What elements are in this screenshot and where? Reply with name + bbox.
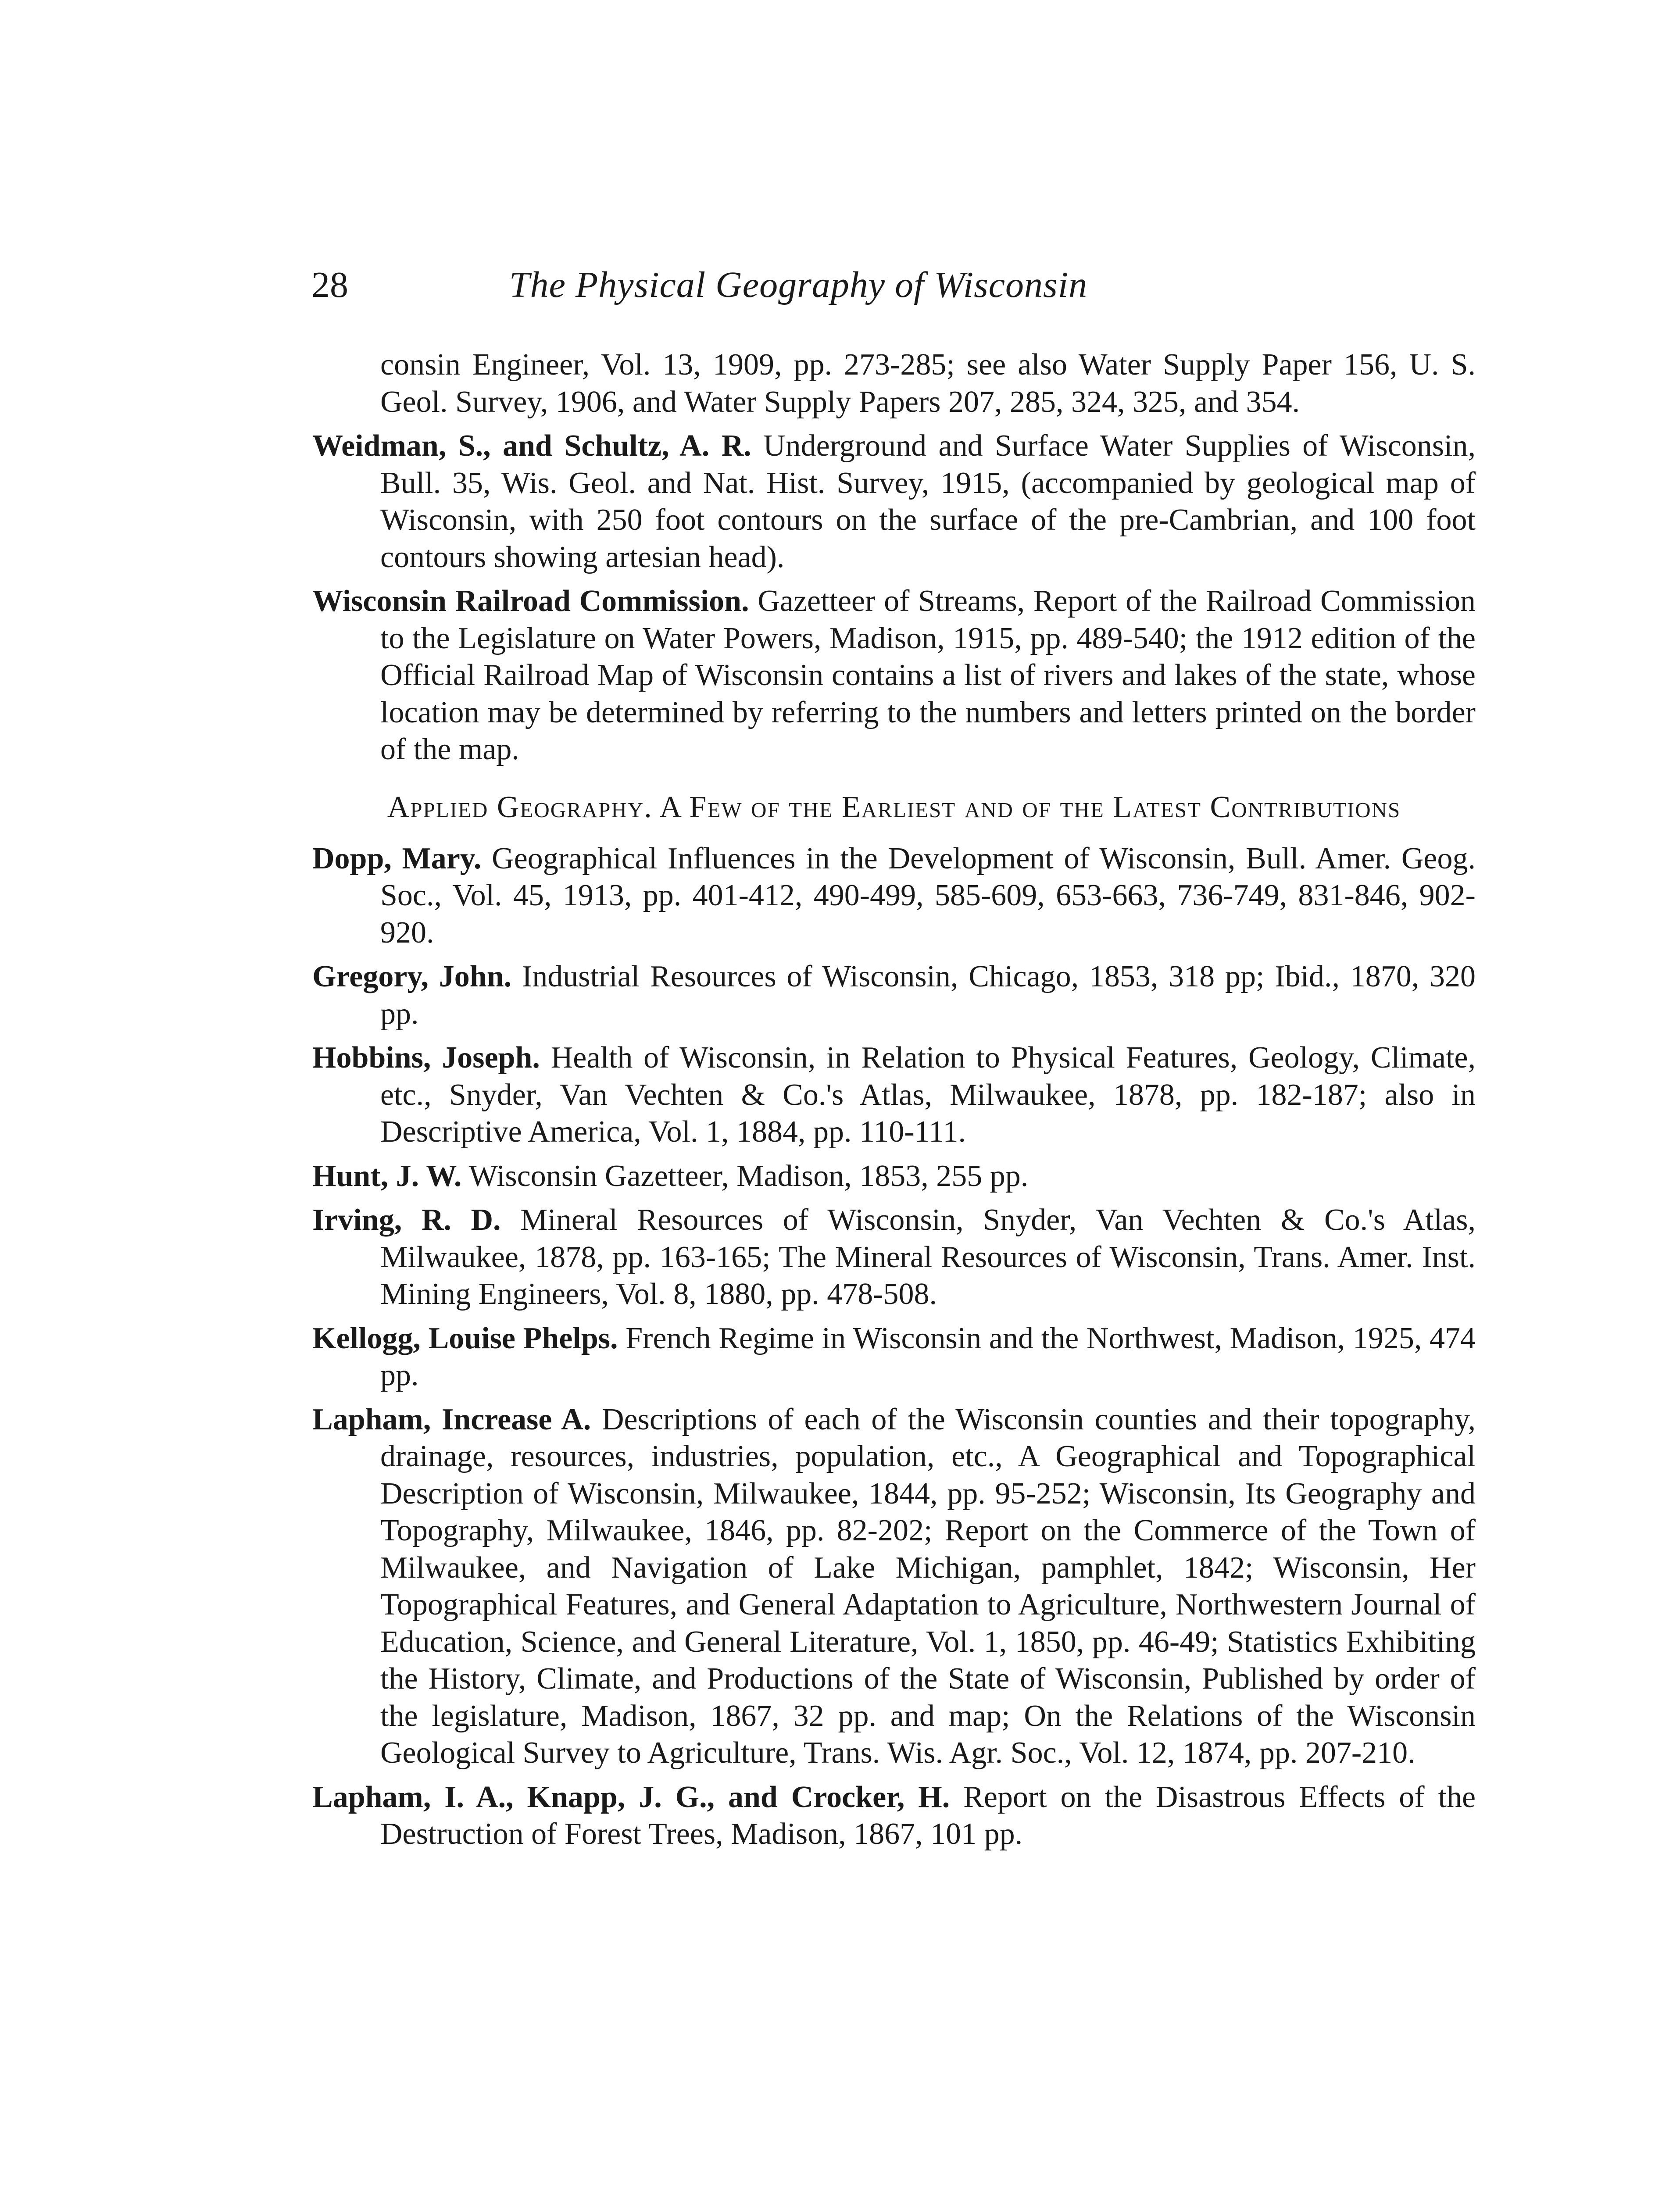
bibliography-entry-hunt [312,1158,1476,1195]
entry-author: Lapham, Increase A. [312,1402,591,1436]
entry-text: French Regime in Wisconsin and the Northwest, Madison, 1925, 474 pp. [380,1321,1476,1392]
running-title: The Physical Geography of Wisconsin [509,264,1088,305]
bibliography-entry-lapham-knapp-crocker [312,1779,1476,1853]
bibliography-entry-kellogg [312,1320,1476,1394]
running-head [311,259,1285,311]
continued-entry [312,346,1476,421]
entry-text: Wisconsin Gazetteer, Madison, 1853, 255 pp. [468,1159,1029,1193]
page-number: 28 [311,264,348,305]
entry-text: Industrial Resources of Wisconsin, Chicago, 1853, 318 pp; Ibid., 1870, 320 pp. [380,960,1476,1031]
entry-text: Descriptions of each of the Wisconsin counties and their topography, drainage, resources, industries, population, etc., A Geographical and Topographical Description of Wisconsin, Milwaukee, 1844, pp. 95-252; Wisconsin, Its Geography and Topography, Milwaukee, 1846, pp. 82-202; Report on the Commerce of the Town of Milwaukee, and Navigation of Lake Michigan, pamphlet, 1842; Wisconsin, Her Topographical Features, and General Adaptation to Agriculture, Northwestern Journal of Education, Science, and General Literature, Vol. 1, 1850, pp. 46-49; Statistics Exhibiting the History, Climate, and Productions of the State of Wisconsin, Published by order of the legislature, Madison, 1867, 32 pp. and map; On the Relations of the Wisconsin Geological Survey to Agriculture, Trans. Wis. Agr. Soc., Vol. 12, 1874, pp. 207-210. [380,1402,1476,1770]
entry-text: consin Engineer, Vol. 13, 1909, pp. 273-285; see also Water Supply Paper 156, U. S. Geol. Survey, 1906, and Water Supply Papers 207, 285, 324, 325, and 354. [380,348,1476,419]
entry-text: Underground and Surface Water Supplies of Wisconsin, Bull. 35, Wis. Geol. and Nat. Hist. Survey, 1915, (accompanied by geological map of Wisconsin, with 250 foot contours on the surface of the pre-Cambrian, and 100 foot contours showing artesian head). [380,429,1476,574]
bibliography-entry-weidman [312,428,1476,576]
section-heading: Applied Geography. A Few of the Earliest and of the Latest Contributions [387,790,1401,824]
entry-author: Gregory, John. [312,960,512,993]
entry-text: Mineral Resources of Wisconsin, Snyder, Van Vechten & Co.'s Atlas, Milwaukee, 1878, pp. 163-165; The Mineral Resources of Wisconsin, Trans. Amer. Inst. Mining Engineers, Vol. 8, 1880, pp. 478-508. [380,1203,1476,1311]
bibliography-entry-hobbins [312,1039,1476,1151]
entry-text: Report on the Disastrous Effects of the Destruction of Forest Trees, Madison, 1867, 101 pp. [380,1780,1476,1851]
entry-text: Gazetteer of Streams, Report of the Railroad Commission to the Legislature on Water Powers, Madison, 1915, pp. 489-540; the 1912 edition of the Official Railroad Map of Wisconsin contains a list of rivers and lakes of the state, whose location may be determined by referring to the numbers and letters printed on the border of the map. [380,584,1476,766]
entry-text: Geographical Influences in the Development of Wisconsin, Bull. Amer. Geog. Soc., Vol. 45, 1913, pp. 401-412, 490-499, 585-609, 653-663, 736-749, 831-846, 902-920. [380,841,1476,950]
entry-author: Lapham, I. A., Knapp, J. G., and Crocker, H. [312,1780,950,1814]
entry-author: Weidman, S., and Schultz, A. R. [312,429,751,463]
bibliography-entry-lapham-increase [312,1401,1476,1772]
entry-author: Hobbins, Joseph. [312,1041,540,1075]
bibliography-entry-irving [312,1202,1476,1313]
entry-author: Hunt, J. W. [312,1159,462,1193]
bibliography-entry-gregory [312,958,1476,1032]
entry-author: Kellogg, Louise Phelps. [312,1321,618,1355]
entry-author: Dopp, Mary. [312,841,482,875]
bibliography-entry-wisconsin-railroad-commission [312,583,1476,768]
entry-author: Irving, R. D. [312,1203,501,1237]
entry-author: Wisconsin Railroad Commission. [312,584,749,618]
entry-text: Health of Wisconsin, in Relation to Physical Features, Geology, Climate, etc., Snyder, Van Vechten & Co.'s Atlas, Milwaukee, 1878, pp. 182-187; also in Descriptive America, Vol. 1, 1884, pp. 110-111. [380,1041,1476,1149]
bibliography-entry-dopp [312,840,1476,952]
bibliography-body [312,346,1476,1860]
